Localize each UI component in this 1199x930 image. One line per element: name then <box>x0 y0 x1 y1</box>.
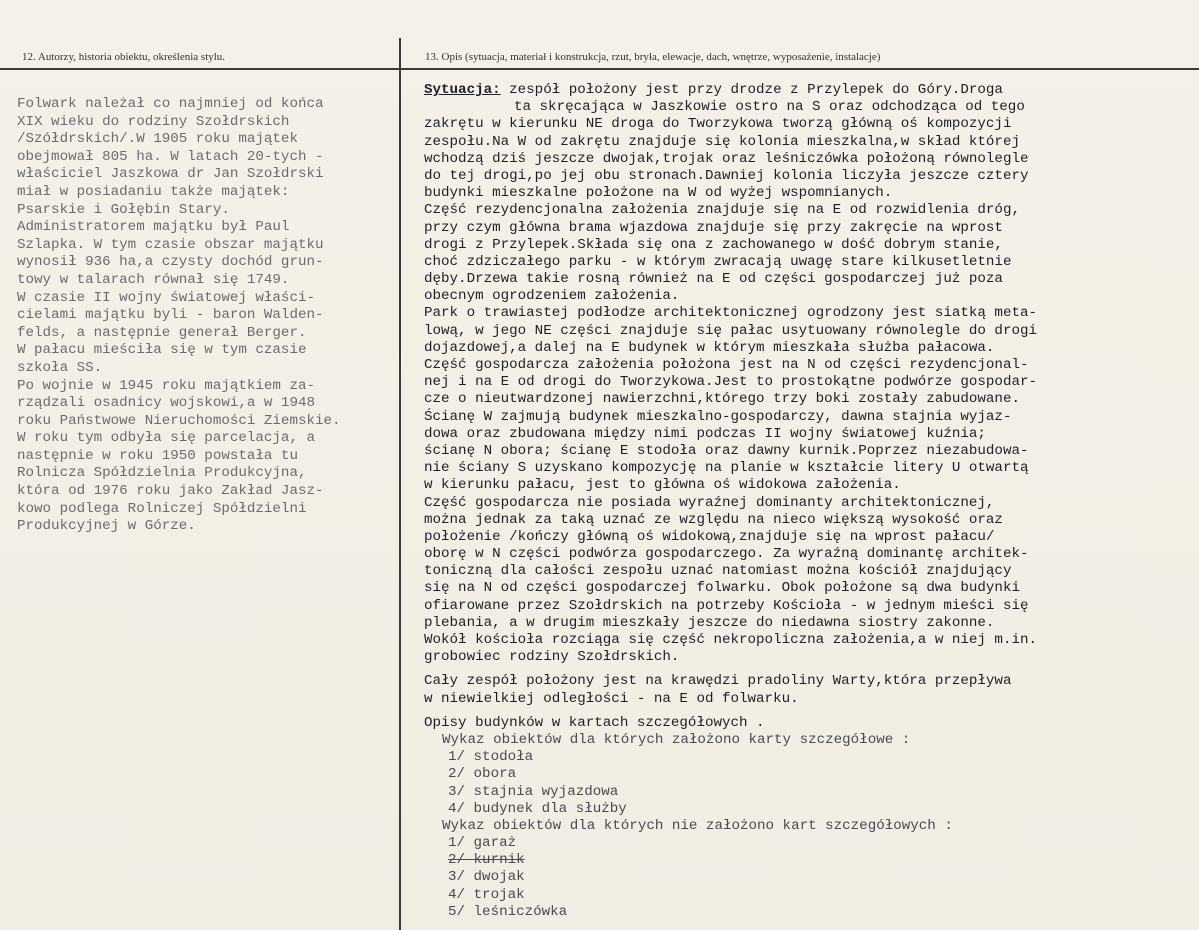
history-line: Folwark należał co najmniej od końca <box>17 96 324 112</box>
history-line: Administratorem majątku był Paul <box>17 219 290 236</box>
list-a-item: 4/ budynek dla służby <box>448 800 627 817</box>
description-line: Część gospodarcza nie posiada wyraźnej dominanty architektonicznej, <box>424 494 995 511</box>
description-line: przy czym główna brama wjazdowa znajduje się przy zakręcie na wprost <box>424 219 1003 236</box>
description-line: dęby.Drzewa takie rosną również na E od części gospodarczej już poza <box>424 271 1003 288</box>
section-title-word: Sytuacja: <box>424 82 501 98</box>
history-line: szkoła SS. <box>17 359 103 376</box>
history-line: obejmował 805 ha. W latach 20-tych - <box>17 148 324 165</box>
description-line: Park o trawiastej podłodze architektonicznej ogrodzony jest siatką meta- <box>424 305 1037 322</box>
description-line: ofiarowane przez Szołdrskich na potrzeby Kościoła - w jednym mieści się <box>424 597 1029 614</box>
description-line: zakrętu w kierunku NE droga do Tworzykowa tworzą główną oś kompozycji <box>424 116 1012 133</box>
description-line: dojazdowej,a dalej na E budynek w którym mieszkała służba pałacowa. <box>424 339 995 356</box>
closing-line: w niewielkiej odległości - na E od folwarku. <box>424 690 799 707</box>
header-rule <box>0 68 1199 70</box>
description-line: można jednak za taką uznać ze względu na nieco większą wysokość oraz <box>424 511 1003 528</box>
history-line: która od 1976 roku jako Zakład Jasz- <box>17 483 324 500</box>
history-line: W pałacu mieściła się w tym czasie <box>17 342 307 359</box>
description-line: budynki mieszkalne położone na W od wyżej wspomnianych. <box>424 185 893 202</box>
description-line: nie ściany S uzyskano kompozycję na planie w kształcie litery U otwartą <box>424 460 1029 477</box>
description-line: Część rezydencjonalna założenia znajduje się na E od rozwidlenia dróg, <box>424 202 1020 219</box>
column-divider <box>399 38 401 930</box>
description-line: ścianę N obora; ścianę E stodoła oraz dawny kurnik.Poprzez niezabudowa- <box>424 442 1029 459</box>
list-a-item: 1/ stodoła <box>448 749 534 766</box>
list-b-item: 3/ dwojak <box>448 869 525 886</box>
history-line: roku Państwowe Nieruchomości Ziemskie. <box>17 412 341 429</box>
description-line: położenie /kończy główną oś widokową,znajduje się na wprost pałacu/ <box>424 528 995 545</box>
description-line: cze o nieutwardzonej nawierzchni,którego trzy boki zostały zabudowane. <box>424 391 1020 408</box>
history-line: cielami majątku byli - baron Walden- <box>17 307 324 324</box>
description-line: oborę w N części podwórza gospodarczego. Za wyraźną dominantę architek- <box>424 546 1029 563</box>
history-line: towy w talarach równał się 1749. <box>17 271 290 288</box>
section-header-left: 12. Autorzy, historia obiektu, określenia stylu. <box>22 51 226 63</box>
history-line: Po wojnie w 1945 roku majątkiem za- <box>17 377 315 394</box>
description-column <box>424 82 1194 921</box>
description-line: w kierunku pałacu, jest to główna oś widokowa założenia. <box>424 477 901 494</box>
history-line: miał w posiadaniu także majątek: <box>17 183 290 200</box>
history-line: właściciel Jaszkowa dr Jan Szołdrski <box>17 166 324 183</box>
history-line: XIX wieku do rodziny Szołdrskich <box>17 113 290 130</box>
list-b-item: 5/ leśniczówka <box>448 903 568 920</box>
history-column <box>17 96 397 536</box>
list-b-title: Wykaz obiektów dla których nie założono kart szczegółowych : <box>442 817 953 834</box>
description-line: dowa oraz zbudowana między nimi podczas II wojny światowej kuźnia; <box>424 425 986 442</box>
description-line: toniczną dla całości zespołu uznać natomiast można kościół znajdujący <box>424 563 1012 580</box>
history-line: wynosił 936 ha,a czysty dochód grun- <box>17 254 324 271</box>
description-line: Część gospodarcza założenia położona jest na N od części rezydencjonal- <box>424 357 1029 373</box>
history-line: kowo podlega Rolniczej Spółdzielni <box>17 500 307 517</box>
list-a-item: 2/ obora <box>448 766 517 783</box>
history-line: Produkcyjnej w Górze. <box>17 518 196 535</box>
list-a-title: Wykaz obiektów dla których założono karty szczegółowe : <box>442 731 911 748</box>
description-line: obecnym ogrodzeniem założenia. <box>424 288 680 305</box>
description-line: grobowiec rodziny Szołdrskich. <box>424 649 680 666</box>
list-b-item-struck: 2/ kurnik <box>448 852 525 869</box>
history-line: następnie w roku 1950 powstała tu <box>17 447 298 464</box>
history-line: Psarskie i Gołębin Stary. <box>17 201 230 218</box>
description-line: wchodzą dziś jeszcze dwojak,trojak oraz leśniczówka położoną równolegle <box>424 150 1029 167</box>
history-line: W czasie II wojny światowej właści- <box>17 289 315 306</box>
description-line: lową, w jego NE części znajduje się pałac usytuowany równolegle do drogi <box>424 322 1037 339</box>
history-line: Rolnicza Spółdzielnia Produkcyjna, <box>17 465 307 482</box>
description-line: ta skręcająca w Jaszkowie ostro na S oraz odchodząca od tego <box>514 99 1025 116</box>
first-line-text: zespół położony jest przy drodze z Przylepek do Góry.Droga <box>500 82 1003 98</box>
history-line: W roku tym odbyła się parcelacja, a <box>17 430 315 447</box>
history-line: rządzali osadnicy wojskowi,a w 1948 <box>17 395 315 412</box>
closing-line: Cały zespół położony jest na krawędzi pradoliny Warty,która przepływa <box>424 673 1012 690</box>
description-line: Ścianę W zajmują budynek mieszkalno-gospodarczy, dawna stajnia wyjaz- <box>424 408 1012 425</box>
description-line: choć zdziczałego parku - w którym zwracają uwagę stare kilkusetletnie <box>424 253 1012 270</box>
list-b-item: 4/ trojak <box>448 886 525 903</box>
history-line: Szlapka. W tym czasie obszar majątku <box>17 236 324 253</box>
section-header-right: 13. Opis (sytuacja, materiał i konstrukcja, rzut, bryła, elewacje, dach, wnętrze, wyposażenie, instalacje) <box>425 51 881 63</box>
description-line: Wokół kościoła rozciąga się część nekropoliczna założenia,a w niej m.in. <box>424 632 1037 648</box>
description-line: drogi z Przylepek.Składa się ona z zachowanego w dość dobrym stanie, <box>424 236 1003 253</box>
description-line: zespołu.Na W od zakrętu znajduje się kolonia mieszkalna,w skład której <box>424 133 1020 150</box>
list-a-item: 3/ stajnia wyjazdowa <box>448 783 619 800</box>
description-line: do tej drogi,po jej obu stronach.Dawniej kolonia liczyła jeszcze cztery <box>424 167 1029 184</box>
description-line: się na N od części gospodarczej folwarku. Obok położone są dwa budynki <box>424 580 1020 597</box>
opisy-line: Opisy budynków w kartach szczegółowych . <box>424 714 765 731</box>
description-line: nej i na E od drogi do Tworzykowa.Jest to prostokątne podwórze gospodar- <box>424 374 1037 391</box>
description-line: plebania, a w drugim mieszkały jeszcze do niedawna siostry zakonne. <box>424 614 995 631</box>
list-b-item: 1/ garaż <box>448 835 517 852</box>
history-line: /Szółdrskich/.W 1905 roku majątek <box>17 131 298 148</box>
history-line: felds, a następnie generał Berger. <box>17 324 307 341</box>
description-first-line <box>424 82 1194 99</box>
